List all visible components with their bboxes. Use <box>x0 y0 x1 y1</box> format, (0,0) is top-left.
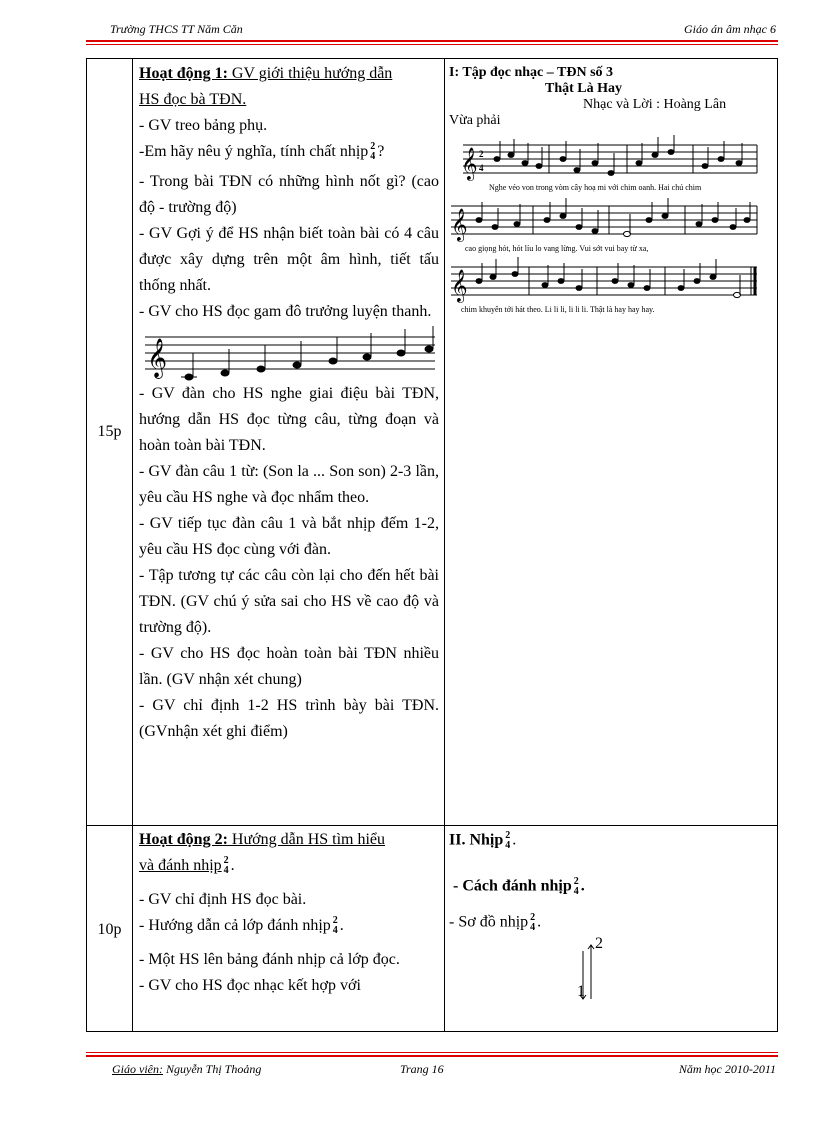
step-line: - GV treo bảng phụ. <box>139 117 268 134</box>
lyrics-line: chim khuyên tới hát theo. Li li li, li li li. Thật là hay hay hay. <box>461 305 655 314</box>
step-line: - Hướng dẫn cả lớp đánh nhịp <box>139 917 331 934</box>
activity-title-cont: HS đọc bà TĐN. <box>139 91 247 108</box>
time-signature: 2 4 <box>370 141 376 163</box>
school-name: Trường THCS TT Năm Căn <box>110 22 243 36</box>
row-time: 15p <box>97 423 122 440</box>
column-divider <box>132 59 133 1031</box>
time-signature: 2 4 <box>223 855 229 877</box>
activity-title-cont: và đánh nhịp <box>139 857 222 874</box>
school-year: Năm học 2010-2011 <box>678 1062 776 1076</box>
song-author: Nhạc và Lời : Hoàng Lân <box>583 97 727 112</box>
row-time: 10p <box>97 921 122 938</box>
svg-text:𝄞: 𝄞 <box>461 147 478 180</box>
row-divider <box>87 825 777 826</box>
step-line: - GV tiếp tục đàn câu 1 và bắt nhịp đếm 1-2, yêu cầu HS đọc cùng với đàn. <box>139 515 439 558</box>
step-line: - GV cho HS đọc hoàn toàn bài TĐN nhiều lần. (GV nhận xét chung) <box>139 645 439 688</box>
step-line: -Em hãy nêu ý nghĩa, tính chất nhịp <box>139 143 369 160</box>
lesson-table <box>86 58 778 1032</box>
activity-title: GV giới thiệu hướng dẫn <box>227 65 393 82</box>
column-divider <box>444 59 445 1031</box>
meter-section: II. Nhịp 2 4 . - Cách đánh nhịp 2 4 . - Sơ đồ nhịp 2 4 . 2 1 <box>449 831 769 1005</box>
sight-reading-section <box>449 65 769 314</box>
time-signature: 2 4 <box>505 830 511 851</box>
header-rule-thin <box>86 44 778 45</box>
teacher-info: Giáo viên: Nguyễn Thị Thoảng <box>112 1062 262 1076</box>
song-title: Thật Là Hay <box>545 81 623 96</box>
lyrics-line: Nghe véo von trong vòm cây hoạ mi với chim oanh. Hai chú chim <box>489 183 702 192</box>
song-staff-1 <box>449 135 759 183</box>
activity-title: Hướng dẫn HS tìm hiểu <box>227 831 386 848</box>
time-signature: 2 4 <box>573 876 579 897</box>
activity-1: Hoạt động 1: GV giới thiệu hướng dẫn HS đọc bà TĐN. - GV treo bảng phụ. -Em hãy nêu ý nghĩa, tính chất nhịp 2 4 ? - Trong bài TĐN có những hình nốt gì? (cao độ - trường độ) - GV Gợi ý để HS nhận biết toàn bài có 4 câu được xây dựng trên một âm hình, tiết tấu thống nhất. - GV cho HS đọc gam đô trưởng luyện thanh. 𝄞 - GV đàn cho HS nghe giai điệu bài TĐN, hướng dẫn HS đọc từng câu, từng đoạn và hoàn toàn bài TĐN. - GV đàn câu 1 từ: (Son la ... Son son) 2-3 lần, yêu cầu HS nghe và đọc nhẩm theo. - GV tiếp tục đàn câu 1 và bắt nhịp đếm 1-2, yêu cầu HS đọc cùng với đàn. - Tập tương tự các câu còn lại cho đến hết bài TĐN. (GV chú ý sửa sai cho HS về cao độ và trường độ). - GV cho HS đọc hoàn toàn bài TĐN nhiều lần. (GV nhận xét chung) - GV chỉ định 1-2 HS trình bày bài TĐN. (GVnhận xét ghi điểm) <box>139 61 439 745</box>
page-number: Trang 16 <box>400 1062 444 1076</box>
time-signature: 2 4 <box>530 912 536 933</box>
svg-text:4: 4 <box>479 163 484 173</box>
step-line: - Một HS lên bảng đánh nhịp cả lớp đọc. <box>139 951 400 968</box>
activity-2: Hoạt động 2: Hướng dẫn HS tìm hiểu và đánh nhịp 2 4 . - GV chỉ định HS đọc bài. - Hướng dẫn cả lớp đánh nhịp 2 4 . - Một HS lên bảng đánh nhịp cả lớp đọc. - GV cho HS đọc nhạc kết hợp với <box>139 827 439 999</box>
diagram-title: - Sơ đồ nhịp <box>449 913 529 931</box>
tempo-mark: Vừa phải <box>449 113 501 128</box>
activity-label: Hoạt động 1: <box>139 65 228 82</box>
time-signature: 2 4 <box>332 915 338 937</box>
song-staff-3 <box>449 257 759 305</box>
step-line: - GV chỉ định HS đọc bài. <box>139 891 307 908</box>
step-line: - GV chỉ định 1-2 HS trình bày bài TĐN. (GVnhận xét ghi điểm) <box>139 697 439 740</box>
step-line: - GV đàn cho HS nghe giai điệu bài TĐN, hướng dẫn HS đọc từng câu, từng đoạn và hoàn toàn bài TĐN. <box>139 385 439 454</box>
svg-text:𝄞: 𝄞 <box>451 269 468 302</box>
step-line: - GV cho HS đọc gam đô trưởng luyện thanh. <box>139 303 432 320</box>
footer-rule-thin <box>86 1052 778 1053</box>
beat-diagram <box>575 935 635 1005</box>
subject-title: Giáo án âm nhạc 6 <box>684 22 776 36</box>
lyrics-line: cao giọng hót, hót líu lo vang lừng. Vui sớt vui bay từ xa, <box>465 244 649 253</box>
section-heading: I: Tập đọc nhạc – TĐN số 3 <box>449 65 614 80</box>
c-major-scale-staff <box>139 325 439 381</box>
beat-1-label: 1 <box>577 983 585 1000</box>
step-line: - GV đàn câu 1 từ: (Son la ... Son son) 2-3 lần, yêu cầu HS nghe và đọc nhẩm theo. <box>139 463 439 506</box>
activity-label: Hoạt động 2: <box>139 831 228 848</box>
step-line: - GV cho HS đọc nhạc kết hợp với <box>139 977 361 994</box>
step-line: - Tập tương tự các câu còn lại cho đến hết bài TĐN. (GV chú ý sửa sai cho HS về cao độ và trường độ). <box>139 567 439 636</box>
step-line: - GV Gợi ý để HS nhận biết toàn bài có 4 câu được xây dựng trên một âm hình, tiết tấu thống nhất. <box>139 225 439 294</box>
svg-text:2: 2 <box>479 149 484 159</box>
step-line: - Trong bài TĐN có những hình nốt gì? (cao độ - trường độ) <box>139 173 439 216</box>
header-rule <box>86 40 778 42</box>
beat-title: - Cách đánh nhịp <box>453 877 572 895</box>
footer-rule <box>86 1055 778 1057</box>
song-staff-2 <box>449 196 759 244</box>
svg-text:𝄞: 𝄞 <box>451 208 468 241</box>
svg-text:𝄞: 𝄞 <box>147 338 168 378</box>
section-heading: II. Nhịp <box>449 831 504 849</box>
beat-2-label: 2 <box>595 935 603 952</box>
